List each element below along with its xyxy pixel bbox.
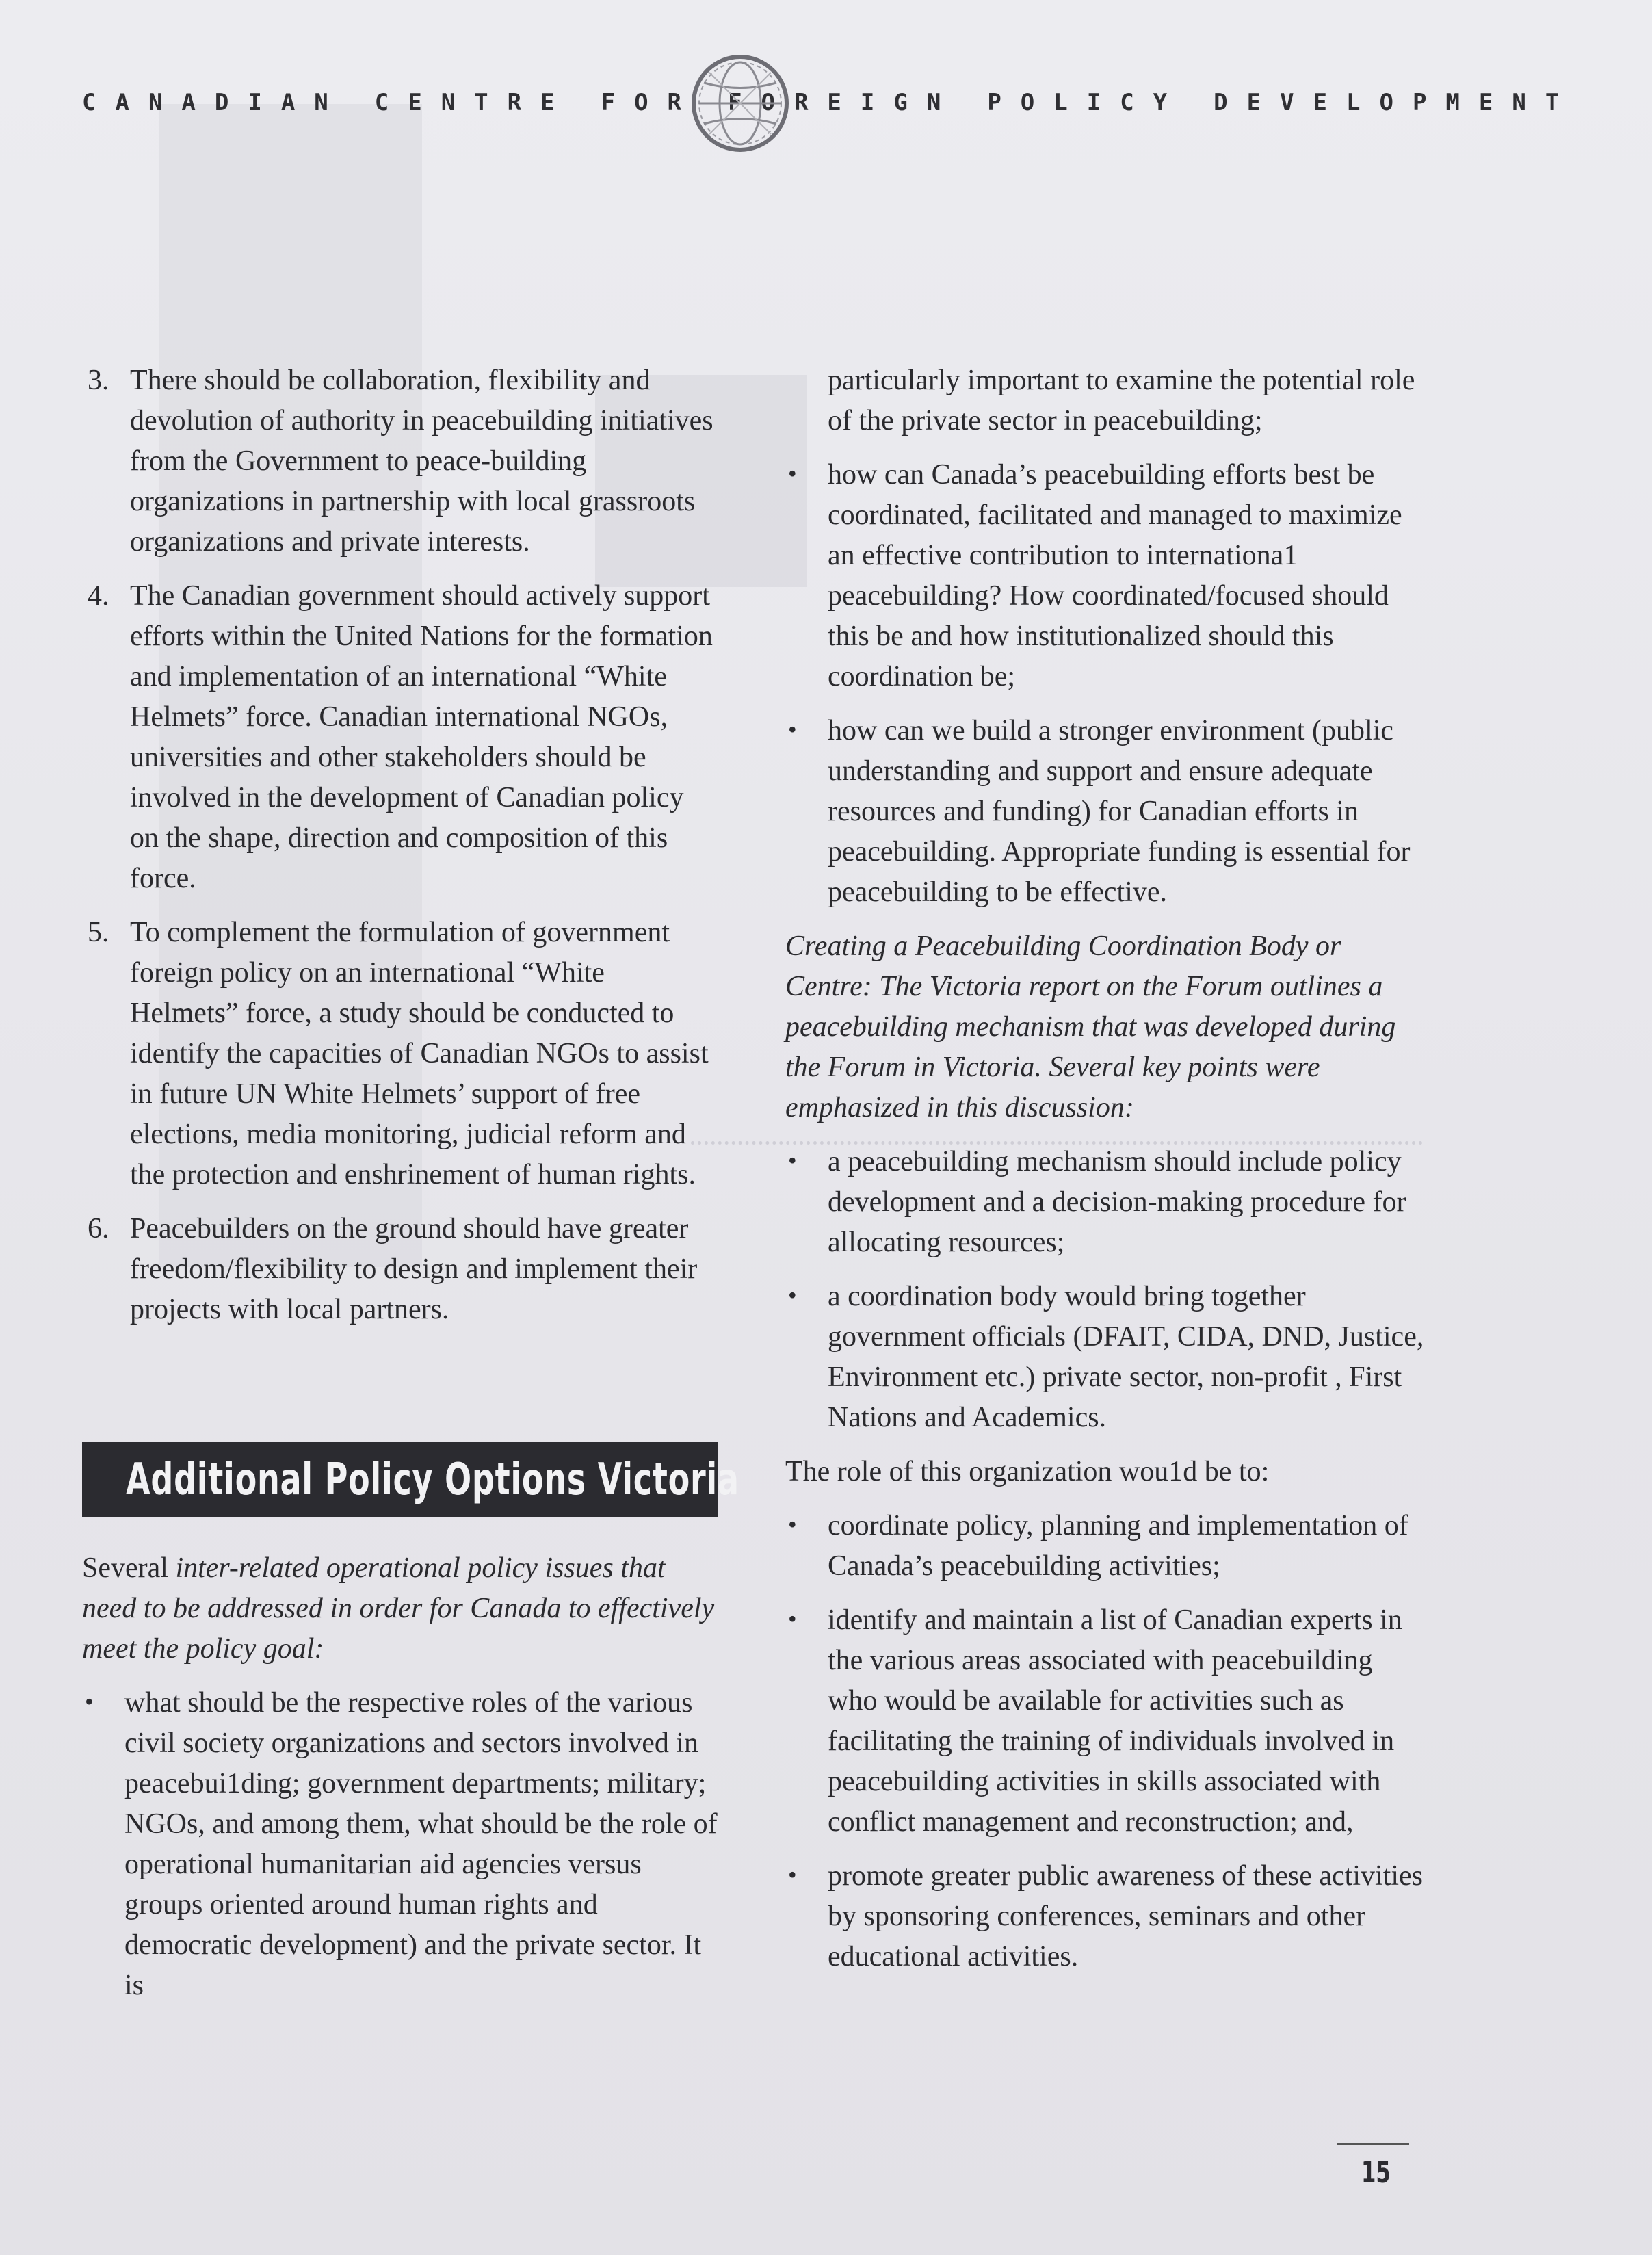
section-intro [82,1548,718,1669]
bullet-item [785,455,1428,697]
bullet-icon: • [788,460,797,487]
bullet-icon: • [85,1688,94,1715]
item-number: 4. [88,580,109,612]
numbered-item [82,913,718,1195]
globe-icon [689,52,791,155]
continuation-text: particularly important to examine the potential role of the private sector in peacebuilding; [828,365,1415,436]
bullet-item [785,711,1428,913]
bullet-text: a coordination body would bring together government officials (DFAIT, CIDA, DND, Justice, Environment etc.) private sector, non-profit , First Nations and Academics. [828,1281,1424,1433]
bullet-item [785,1277,1428,1438]
bullet-text: what should be the respective roles of the various civil society organizations and sectors involved in peacebui1ding; government departments; military; NGOs, and among them, what should be the role of operational humanitarian aid agencies versus groups oriented around human rights and democratic development) and the private sector. It is [124,1687,718,2001]
bullet-text: coordinate policy, planning and implementation of Canada’s peacebuilding activities; [828,1510,1408,1582]
intro-italic: inter-related operational policy issues that need to be addressed in order for Canada to effectively meet the policy goal: [82,1552,715,1665]
left-column [82,361,718,1344]
item-number: 3. [88,365,109,396]
bullet-text: a peacebuilding mechanism should include policy development and a decision-making procedure for allocating resources; [828,1146,1406,1258]
bullet-icon: • [788,1861,797,1888]
item-text: There should be collaboration, flexibility and devolution of authority in peacebuilding initiatives from the Government to peace-building organizations in partnership with local grassroots organizations and private interests. [130,365,713,558]
bullet-item [785,1856,1428,1977]
section-heading [82,1442,739,1517]
header-word: FOR [601,89,701,116]
page-number: 15 [1361,2155,1391,2190]
header-word: CENTRE [374,89,574,116]
bullet-text: how can we build a stronger environment (public understanding and support and ensure adequate resources and funding) for Canadian efforts in peacebuilding. Appropriate funding is essential for peacebuilding to be effective. [828,715,1411,908]
bullet-icon: • [788,1147,797,1174]
bullet-text: promote greater public awareness of these activities by sponsoring conferences, seminars and other educational activities. [828,1860,1423,1972]
italic-paragraph: Creating a Peacebuilding Coordination Body or Centre: The Victoria report on the Forum outlines a peacebuilding mechanism that was developed during the Forum in Victoria. Several key points were emphasized in this discussion: [785,930,1396,1123]
header-word: POLICY [987,89,1187,116]
bullet-item [82,1683,718,2006]
section-heading-text: Additional Policy Options Victoria [126,1455,739,1505]
right-column [785,361,1428,1991]
header-word: CANADIAN [82,89,348,116]
bullet-item [785,1506,1428,1587]
numbered-item [82,576,718,899]
bullet-text: identify and maintain a list of Canadian experts in the various areas associated with peacebuilding who would be available for activities such as facilitating the training of individuals involved in peacebuilding activities in skills associated with conflict management and reconstruction; and, [828,1604,1402,1838]
numbered-item [82,361,718,562]
header-word: DEVELOPMENT [1214,89,1579,116]
header-word: FOREIGN [728,89,960,116]
item-text: The Canadian government should actively support efforts within the United Nations for the formation and implementation of an international “White Helmets” force. Canadian international NGOs, universities and other stakeholders should be involved in the development of Canadian policy on the shape, direction and composition of this force. [130,580,713,894]
numbered-item [82,1209,718,1330]
item-text: To complement the formulation of government foreign policy on an international “White Helmets” force, a study should be conducted to identify the capacities of Canadian NGOs to assist in future UN White Helmets’ support of free elections, media monitoring, judicial reform and the protection and enshrinement of human rights. [130,917,709,1190]
intro-lead: Several [82,1552,176,1584]
page-number-rule [1337,2143,1409,2145]
bullet-item [785,1142,1428,1263]
section-body [82,1548,718,2020]
item-text: Peacebuilders on the ground should have greater freedom/flexibility to design and implement their projects with local partners. [130,1213,698,1325]
item-number: 5. [88,917,109,948]
bullet-icon: • [788,716,797,743]
role-paragraph: The role of this organization wou1d be to: [785,1456,1270,1487]
bullet-icon: • [788,1511,797,1538]
bullet-item [785,1600,1428,1842]
bullet-icon: • [788,1281,797,1309]
item-number: 6. [88,1213,109,1244]
bullet-icon: • [788,1605,797,1632]
bullet-text: how can Canada’s peacebuilding efforts best be coordinated, facilitated and managed to maximize an effective contribution to internationa1 peacebuilding? How coordinated/focused should this be and how institutionalized should this coordination be; [828,459,1402,692]
